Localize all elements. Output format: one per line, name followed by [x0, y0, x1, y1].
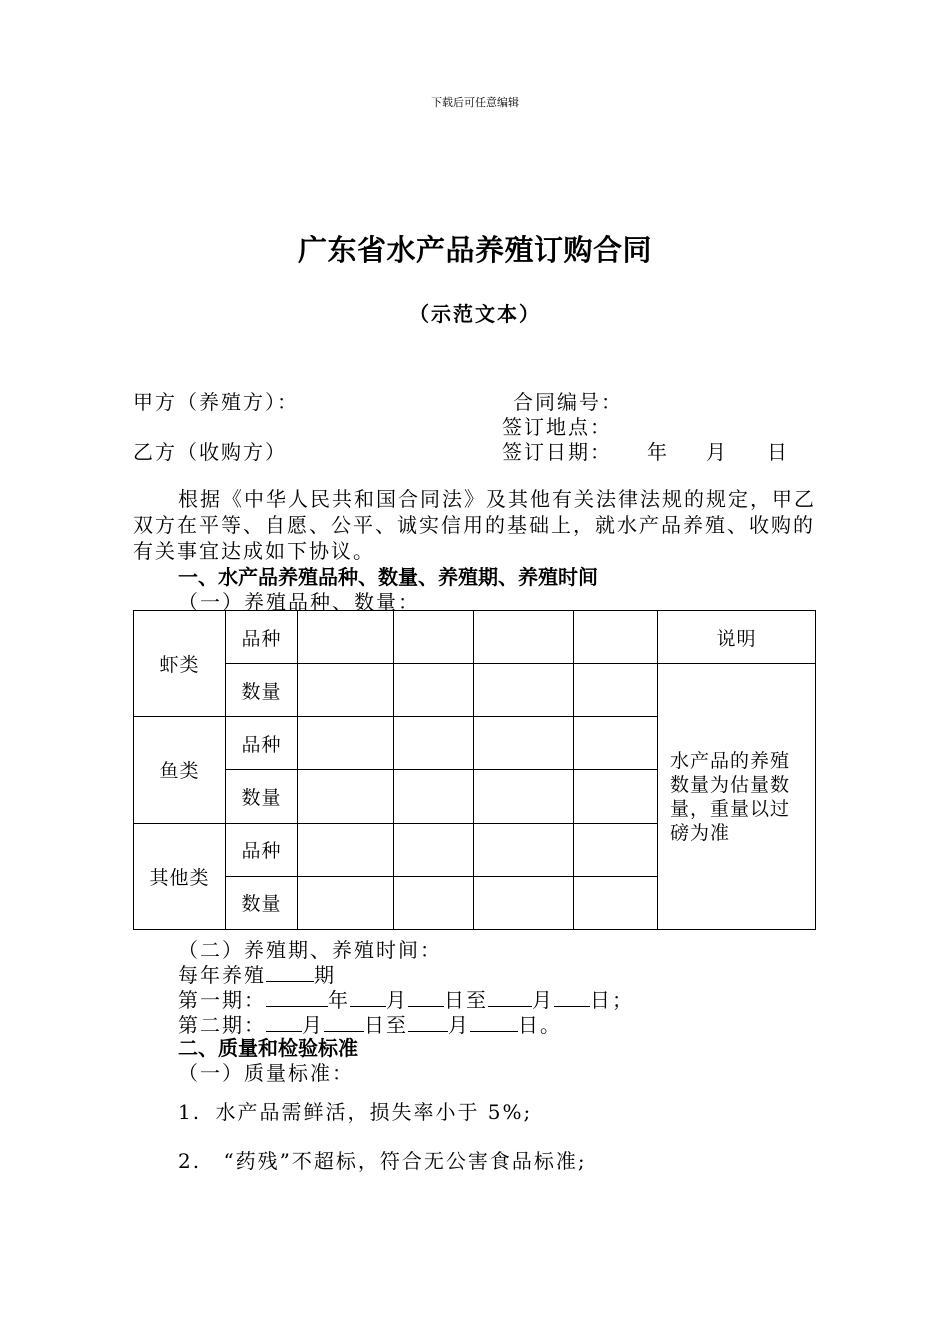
blank-field[interactable] [488, 988, 532, 1007]
input-cell[interactable] [474, 664, 574, 717]
input-cell[interactable] [394, 823, 474, 876]
input-cell[interactable] [394, 611, 474, 664]
second-day2: 日。 [518, 1013, 562, 1037]
blank-field[interactable] [408, 988, 444, 1007]
variety-label-cell: 品种 [226, 823, 298, 876]
document-subtitle: （示范文本） [409, 302, 541, 326]
blank-field[interactable] [324, 1013, 364, 1032]
input-cell[interactable] [574, 770, 658, 823]
input-cell[interactable] [474, 770, 574, 823]
table-row [134, 664, 816, 717]
table-row [134, 611, 816, 664]
list-item [178, 1145, 587, 1174]
contract-number-label: 合同编号： [513, 390, 623, 414]
blank-field[interactable] [408, 1013, 448, 1032]
second-prefix: 第二期： [178, 1013, 266, 1037]
party-a-label: 甲方（养殖方）： [133, 390, 299, 414]
input-cell[interactable] [394, 717, 474, 770]
section1-heading: 一、水产品养殖品种、数量、养殖期、养殖时间 [178, 565, 598, 589]
first-prefix: 第一期： [178, 988, 266, 1012]
section2-heading: 二、质量和检验标准 [178, 1036, 358, 1060]
quantity-label-cell: 数量 [226, 664, 298, 717]
item-text: 水产品需鲜活，损失率小于 5%; [215, 1100, 533, 1124]
first-day-to: 日至 [444, 988, 488, 1012]
second-month: 月 [302, 1013, 324, 1037]
input-cell[interactable] [298, 770, 394, 823]
input-cell[interactable] [394, 770, 474, 823]
sign-date-month: 月 [706, 440, 728, 464]
section1-sub1: （一）养殖品种、数量： [178, 590, 420, 614]
item-number: 2. [178, 1149, 202, 1173]
first-day2: 日； [590, 988, 634, 1012]
variety-label-cell: 品种 [226, 611, 298, 664]
input-cell[interactable] [574, 664, 658, 717]
blank-field[interactable] [350, 988, 386, 1007]
input-cell[interactable] [394, 876, 474, 929]
variety-quantity-table [133, 610, 816, 930]
note-cell: 水产品的养殖数量为估量数量，重量以过磅为准 [658, 664, 816, 930]
category-cell: 鱼类 [134, 717, 226, 823]
yearly-suffix: 期 [314, 963, 336, 987]
yearly-prefix: 每年养殖 [178, 963, 266, 987]
input-cell[interactable] [574, 611, 658, 664]
input-cell[interactable] [474, 611, 574, 664]
item-text: “药残”不超标，符合无公害食品标准; [223, 1149, 587, 1173]
list-item [178, 1096, 532, 1125]
section2-sub1: （一）质量标准： [178, 1061, 354, 1085]
input-cell[interactable] [474, 876, 574, 929]
header-note: 下载后可任意编辑 [431, 96, 519, 109]
section1-sub2: （二）养殖期、养殖时间： [178, 938, 442, 962]
input-cell[interactable] [574, 717, 658, 770]
input-cell[interactable] [394, 664, 474, 717]
blank-field[interactable] [266, 1013, 302, 1032]
item-number: 1. [178, 1100, 202, 1124]
input-cell[interactable] [298, 717, 394, 770]
sign-date-label: 签订日期： [502, 440, 612, 464]
first-year: 年 [328, 988, 350, 1012]
input-cell[interactable] [574, 876, 658, 929]
document-title: 广东省水产品养殖订购合同 [297, 233, 652, 267]
first-month2: 月 [532, 988, 554, 1012]
input-cell[interactable] [298, 823, 394, 876]
second-month2: 月 [448, 1013, 470, 1037]
category-cell: 其他类 [134, 823, 226, 929]
input-cell[interactable] [298, 611, 394, 664]
sign-place-label: 签订地点： [502, 415, 612, 439]
sign-date-year: 年 [647, 440, 669, 464]
variety-label-cell: 品种 [226, 717, 298, 770]
blank-field[interactable] [554, 988, 590, 1007]
blank-field[interactable] [266, 988, 328, 1007]
quantity-label-cell: 数量 [226, 876, 298, 929]
first-month: 月 [386, 988, 408, 1012]
input-cell[interactable] [474, 823, 574, 876]
input-cell[interactable] [474, 717, 574, 770]
second-day-to: 日至 [364, 1013, 408, 1037]
input-cell[interactable] [298, 876, 394, 929]
intro-paragraph: 根据《中华人民共和国合同法》及其他有关法律法规的规定，甲乙双方在平等、自愿、公平、诚实信用的基础上，就水产品养殖、收购的有关事宜达成如下协议。 [133, 487, 816, 563]
blank-field[interactable] [470, 1013, 518, 1032]
input-cell[interactable] [574, 823, 658, 876]
sign-date-day: 日 [767, 440, 789, 464]
category-cell: 虾类 [134, 611, 226, 717]
party-b-label: 乙方（收购方） [133, 440, 287, 464]
quantity-label-cell: 数量 [226, 770, 298, 823]
blank-field[interactable] [266, 963, 314, 982]
input-cell[interactable] [298, 664, 394, 717]
note-header-cell: 说明 [658, 611, 816, 664]
